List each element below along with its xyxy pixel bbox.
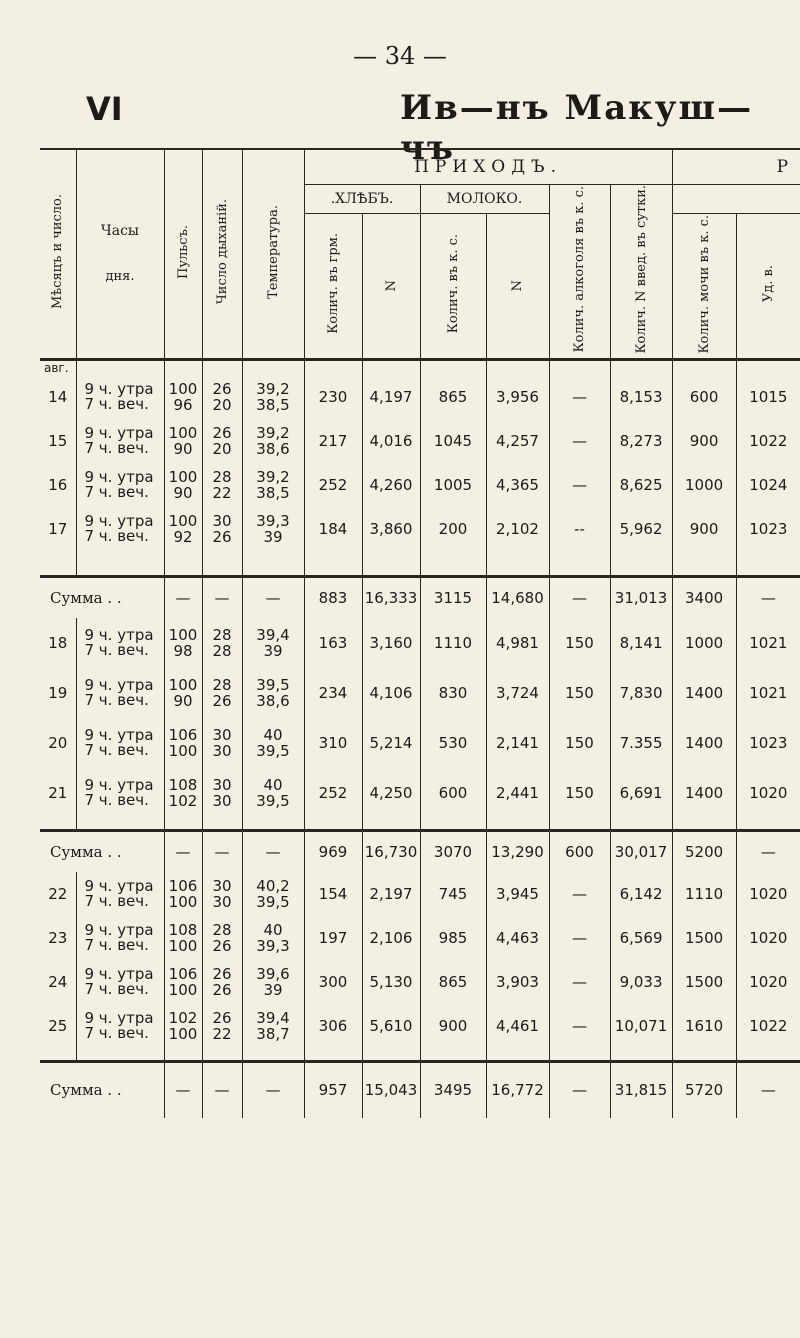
temperature-cell: — (242, 830, 304, 872)
bread-n-cell: 16,333 (362, 577, 420, 619)
header-bread-n: N (362, 214, 420, 359)
n-total-cell: 6,142 (610, 872, 672, 916)
section-3 (40, 830, 800, 1062)
header-month-day: Мѣсяцъ и число. (40, 149, 76, 359)
sum-label: Сумма . . (50, 589, 122, 608)
day-cell: 22 (48, 884, 68, 903)
breaths-cell: 28 26 (202, 668, 242, 718)
header-milk-qty: Колич. въ к. с. (420, 214, 486, 359)
n-total-cell: 30,017 (610, 830, 672, 872)
alcohol-cell: 150 (549, 618, 610, 668)
bread-qty-cell: 184 (304, 507, 362, 551)
day-cell: 17 (48, 519, 68, 538)
breaths-cell: 26 20 (202, 419, 242, 463)
breaths-cell: 30 30 (202, 718, 242, 768)
n-total-cell: 6,691 (610, 768, 672, 818)
day-cell: 18 (48, 634, 68, 653)
alcohol-cell: — (549, 960, 610, 1004)
section-1 (40, 359, 800, 577)
header-bread-qty: Колич. въ грм. (304, 214, 362, 359)
time-of-day-cell: 9 ч. утра 7 ч. веч. (76, 507, 164, 551)
urine-qty-cell: 900 (672, 507, 736, 551)
time-of-day-cell: 9 ч. утра 7 ч. веч. (76, 872, 164, 916)
temperature-cell: 40 39,3 (242, 916, 304, 960)
bread-n-cell: 4,250 (362, 768, 420, 818)
urine-qty-cell: 5720 (672, 1062, 736, 1118)
bread-n-cell: 5,130 (362, 960, 420, 1004)
urine-qty-cell: 1400 (672, 718, 736, 768)
n-total-cell: 8,625 (610, 463, 672, 507)
bread-n-cell: 4,016 (362, 419, 420, 463)
patient-name: Ив—нъ Макуш—чъ (400, 88, 754, 168)
milk-qty-cell: 600 (420, 768, 486, 818)
pulse-cell: — (164, 830, 202, 872)
header-milk: МОЛОКО. (420, 185, 549, 214)
section-2 (40, 577, 800, 831)
pulse-cell: 108 102 (164, 768, 202, 818)
alcohol-cell: — (549, 1004, 610, 1048)
urine-sg-cell: 1024 (736, 463, 800, 507)
pulse-cell: — (164, 577, 202, 619)
table-row (40, 419, 800, 463)
table-row (40, 872, 800, 916)
milk-n-cell: 3,956 (486, 375, 549, 419)
n-total-cell: 6,569 (610, 916, 672, 960)
milk-n-cell: 4,257 (486, 419, 549, 463)
n-total-cell: 31,815 (610, 1062, 672, 1118)
n-total-cell: 31,013 (610, 577, 672, 619)
urine-qty-cell: 1000 (672, 618, 736, 668)
breaths-cell: 28 26 (202, 916, 242, 960)
n-total-cell: 8,153 (610, 375, 672, 419)
month-label: авг. (44, 360, 69, 375)
final-sum (40, 1062, 800, 1118)
urine-sg-cell: — (736, 830, 800, 872)
breaths-cell: 30 30 (202, 872, 242, 916)
milk-qty-cell: 1005 (420, 463, 486, 507)
temperature-cell: 39,4 38,7 (242, 1004, 304, 1048)
urine-sg-cell: — (736, 577, 800, 619)
alcohol-cell: — (549, 577, 610, 619)
pulse-cell: 106 100 (164, 718, 202, 768)
bread-n-cell: 5,610 (362, 1004, 420, 1048)
header-intake: ПРИХОДЪ. (304, 149, 672, 185)
breaths-cell: 30 30 (202, 768, 242, 818)
milk-qty-cell: 830 (420, 668, 486, 718)
bread-qty-cell: 300 (304, 960, 362, 1004)
day-cell: 16 (48, 475, 68, 494)
temperature-cell: — (242, 1062, 304, 1118)
urine-qty-cell: 3400 (672, 577, 736, 619)
temperature-cell: 40 39,5 (242, 718, 304, 768)
time-of-day-cell: 9 ч. утра 7 ч. веч. (76, 668, 164, 718)
temperature-cell: 39,2 38,5 (242, 463, 304, 507)
urine-sg-cell: 1020 (736, 960, 800, 1004)
bread-qty-cell: 957 (304, 1062, 362, 1118)
milk-n-cell: 13,290 (486, 830, 549, 872)
milk-qty-cell: 745 (420, 872, 486, 916)
table-row (40, 618, 800, 668)
alcohol-cell: 150 (549, 718, 610, 768)
breaths-cell: — (202, 1062, 242, 1118)
milk-n-cell: 2,141 (486, 718, 549, 768)
bread-n-cell: 4,197 (362, 375, 420, 419)
day-cell: 20 (48, 734, 68, 753)
header-alcohol: Колич. алкоголя въ к. с. (549, 185, 610, 360)
sum-label: Сумма . . (50, 1081, 122, 1100)
pulse-cell: 106 100 (164, 960, 202, 1004)
urine-sg-cell: 1023 (736, 507, 800, 551)
table-row (40, 375, 800, 419)
milk-n-cell: 4,981 (486, 618, 549, 668)
milk-n-cell: 3,945 (486, 872, 549, 916)
n-total-cell: 7.355 (610, 718, 672, 768)
breaths-cell: — (202, 577, 242, 619)
header-temperature: Температура. (242, 149, 304, 359)
day-cell: 21 (48, 784, 68, 803)
bread-n-cell: 4,260 (362, 463, 420, 507)
alcohol-cell: 600 (549, 830, 610, 872)
time-of-day-cell: 9 ч. утра 7 ч. веч. (76, 375, 164, 419)
alcohol-cell: — (549, 375, 610, 419)
milk-n-cell: 3,903 (486, 960, 549, 1004)
milk-n-cell: 14,680 (486, 577, 549, 619)
time-of-day-cell: 9 ч. утра 7 ч. веч. (76, 916, 164, 960)
time-of-day-cell: 9 ч. утра 7 ч. веч. (76, 463, 164, 507)
header-breaths: Число дыханій. (202, 149, 242, 359)
time-of-day-cell: 9 ч. утра 7 ч. веч. (76, 618, 164, 668)
urine-sg-cell: 1020 (736, 872, 800, 916)
header-urine-qty: Колич. мочи въ к. с. (672, 214, 736, 359)
bread-n-cell: 3,860 (362, 507, 420, 551)
milk-qty-cell: 985 (420, 916, 486, 960)
time-of-day-cell: 9 ч. утра 7 ч. веч. (76, 718, 164, 768)
table-row (40, 507, 800, 551)
bread-qty-cell: 154 (304, 872, 362, 916)
bread-qty-cell: 306 (304, 1004, 362, 1048)
bread-qty-cell: 883 (304, 577, 362, 619)
milk-qty-cell: 865 (420, 960, 486, 1004)
bread-qty-cell: 230 (304, 375, 362, 419)
temperature-cell: 39,5 38,6 (242, 668, 304, 718)
table-row (40, 668, 800, 718)
section-number: VI (86, 90, 123, 128)
day-cell: 25 (48, 1016, 68, 1035)
pulse-cell: 106 100 (164, 872, 202, 916)
bread-n-cell: 15,043 (362, 1062, 420, 1118)
breaths-cell: 28 28 (202, 618, 242, 668)
breaths-cell: 26 20 (202, 375, 242, 419)
breaths-cell: 30 26 (202, 507, 242, 551)
day-cell: 14 (48, 387, 68, 406)
time-of-day-cell: 9 ч. утра 7 ч. веч. (76, 960, 164, 1004)
milk-n-cell: 16,772 (486, 1062, 549, 1118)
urine-sg-cell: — (736, 1062, 800, 1118)
urine-sg-cell: 1015 (736, 375, 800, 419)
header-bread: .ХЛѢБЪ. (304, 185, 420, 214)
alcohol-cell: — (549, 463, 610, 507)
breaths-cell: — (202, 830, 242, 872)
pulse-cell: 100 90 (164, 419, 202, 463)
bread-n-cell: 5,214 (362, 718, 420, 768)
urine-sg-cell: 1022 (736, 1004, 800, 1048)
nitrogen-balance-table (40, 148, 800, 1118)
urine-qty-cell: 1500 (672, 916, 736, 960)
bread-n-cell: 4,106 (362, 668, 420, 718)
temperature-cell: 40,2 39,5 (242, 872, 304, 916)
page-number: — 34 — (353, 42, 447, 70)
bread-qty-cell: 197 (304, 916, 362, 960)
table-row (40, 718, 800, 768)
day-cell: 19 (48, 684, 68, 703)
milk-n-cell: 2,102 (486, 507, 549, 551)
temperature-cell: 39,3 39 (242, 507, 304, 551)
n-total-cell: 8,141 (610, 618, 672, 668)
alcohol-cell: — (549, 916, 610, 960)
urine-qty-cell: 1110 (672, 872, 736, 916)
table-row (40, 916, 800, 960)
bread-n-cell: 2,197 (362, 872, 420, 916)
temperature-cell: 39,6 39 (242, 960, 304, 1004)
sum-row (40, 1062, 800, 1118)
breaths-cell: 26 26 (202, 960, 242, 1004)
table-row (40, 768, 800, 818)
alcohol-cell: — (549, 1062, 610, 1118)
bread-qty-cell: 217 (304, 419, 362, 463)
header-pulse: Пульсъ. (164, 149, 202, 359)
day-cell: 24 (48, 972, 68, 991)
pulse-cell: 100 96 (164, 375, 202, 419)
urine-sg-cell: 1022 (736, 419, 800, 463)
temperature-cell: 39,2 38,6 (242, 419, 304, 463)
bread-qty-cell: 310 (304, 718, 362, 768)
time-of-day-cell: 9 ч. утра 7 ч. веч. (76, 1004, 164, 1048)
alcohol-cell: 150 (549, 668, 610, 718)
urine-qty-cell: 900 (672, 419, 736, 463)
breaths-cell: 28 22 (202, 463, 242, 507)
sum-label: Сумма . . (50, 842, 122, 861)
n-total-cell: 10,071 (610, 1004, 672, 1048)
n-total-cell: 5,962 (610, 507, 672, 551)
milk-qty-cell: 865 (420, 375, 486, 419)
temperature-cell: — (242, 577, 304, 619)
bread-qty-cell: 969 (304, 830, 362, 872)
header-urine-sg: Уд. в. (736, 214, 800, 359)
urine-qty-cell: 1400 (672, 768, 736, 818)
milk-n-cell: 4,463 (486, 916, 549, 960)
milk-qty-cell: 1110 (420, 618, 486, 668)
time-of-day-cell: 9 ч. утра 7 ч. веч. (76, 768, 164, 818)
header-output-blank (672, 185, 800, 214)
temperature-cell: 40 39,5 (242, 768, 304, 818)
temperature-cell: 39,2 38,5 (242, 375, 304, 419)
pulse-cell: 100 90 (164, 463, 202, 507)
bread-n-cell: 3,160 (362, 618, 420, 668)
urine-qty-cell: 1000 (672, 463, 736, 507)
day-cell: 23 (48, 928, 68, 947)
day-cell: 15 (48, 431, 68, 450)
bread-n-cell: 2,106 (362, 916, 420, 960)
pulse-cell: 108 100 (164, 916, 202, 960)
urine-sg-cell: 1020 (736, 916, 800, 960)
milk-n-cell: 4,365 (486, 463, 549, 507)
header-milk-n: N (486, 214, 549, 359)
temperature-cell: 39,4 39 (242, 618, 304, 668)
milk-qty-cell: 3115 (420, 577, 486, 619)
sum-row (40, 577, 800, 619)
pulse-cell: 100 90 (164, 668, 202, 718)
milk-n-cell: 3,724 (486, 668, 549, 718)
milk-qty-cell: 3495 (420, 1062, 486, 1118)
urine-sg-cell: 1020 (736, 768, 800, 818)
table-row (40, 960, 800, 1004)
urine-sg-cell: 1021 (736, 668, 800, 718)
table-header (40, 149, 800, 359)
n-total-cell: 7,830 (610, 668, 672, 718)
milk-qty-cell: 530 (420, 718, 486, 768)
pulse-cell: 100 98 (164, 618, 202, 668)
urine-qty-cell: 1610 (672, 1004, 736, 1048)
urine-qty-cell: 600 (672, 375, 736, 419)
urine-qty-cell: 5200 (672, 830, 736, 872)
alcohol-cell: — (549, 872, 610, 916)
bread-qty-cell: 234 (304, 668, 362, 718)
bread-n-cell: 16,730 (362, 830, 420, 872)
pulse-cell: 102 100 (164, 1004, 202, 1048)
breaths-cell: 26 22 (202, 1004, 242, 1048)
milk-qty-cell: 900 (420, 1004, 486, 1048)
time-of-day-cell: 9 ч. утра 7 ч. веч. (76, 419, 164, 463)
bread-qty-cell: 252 (304, 768, 362, 818)
urine-sg-cell: 1021 (736, 618, 800, 668)
header-n-total: Колич. N введ. въ сутки. (610, 185, 672, 360)
urine-qty-cell: 1400 (672, 668, 736, 718)
pulse-cell: 100 92 (164, 507, 202, 551)
table-row (40, 1004, 800, 1048)
bread-qty-cell: 163 (304, 618, 362, 668)
milk-n-cell: 2,441 (486, 768, 549, 818)
header-output: Р (672, 149, 800, 185)
pulse-cell: — (164, 1062, 202, 1118)
n-total-cell: 8,273 (610, 419, 672, 463)
n-total-cell: 9,033 (610, 960, 672, 1004)
alcohol-cell: — (549, 419, 610, 463)
alcohol-cell: 150 (549, 768, 610, 818)
header-hours: Часы дня. (76, 149, 164, 359)
alcohol-cell: -- (549, 507, 610, 551)
bread-qty-cell: 252 (304, 463, 362, 507)
milk-qty-cell: 1045 (420, 419, 486, 463)
sum-row (40, 830, 800, 872)
table-row (40, 463, 800, 507)
milk-qty-cell: 3070 (420, 830, 486, 872)
urine-sg-cell: 1023 (736, 718, 800, 768)
milk-qty-cell: 200 (420, 507, 486, 551)
urine-qty-cell: 1500 (672, 960, 736, 1004)
milk-n-cell: 4,461 (486, 1004, 549, 1048)
